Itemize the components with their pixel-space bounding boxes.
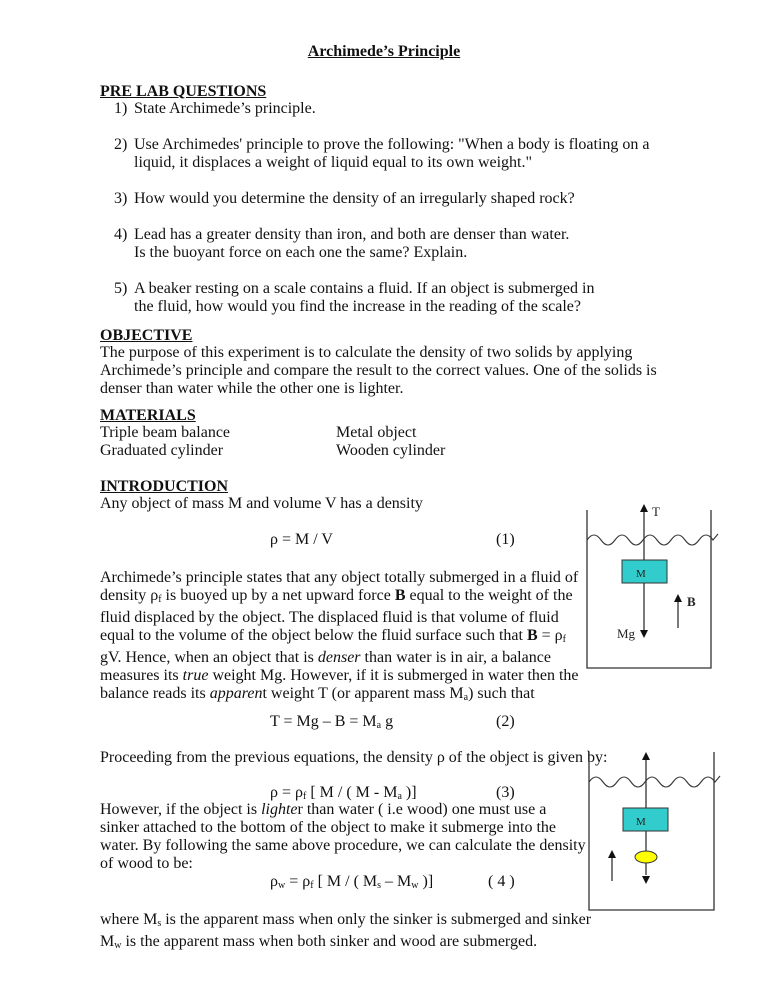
equation-3-number: (3) bbox=[496, 784, 515, 801]
svg-text:T: T bbox=[652, 504, 660, 519]
question-number: 4) bbox=[114, 226, 128, 243]
svg-text:Mg: Mg bbox=[617, 626, 636, 641]
equation-4-number: ( 4 ) bbox=[488, 873, 515, 890]
weight-arrow-icon bbox=[640, 630, 648, 638]
objective-heading: OBJECTIVE bbox=[100, 327, 193, 344]
buoyant-force-arrow-icon bbox=[674, 594, 682, 602]
materials-col2 bbox=[336, 424, 445, 460]
question-1 bbox=[114, 100, 674, 118]
intro-paragraph-5: where $M_s$ is the apparent mass when only the sinker is submerged and sinker $M_w$ is the apparent mass when both sinker and wood are submerged. bbox=[100, 911, 592, 951]
question-number: 2) bbox=[114, 136, 128, 153]
equation-1: ρ = M / V bbox=[270, 531, 333, 548]
question-number: 5) bbox=[114, 280, 128, 297]
diagram-light-object-with-sinker bbox=[580, 730, 750, 960]
sinker-icon bbox=[635, 851, 657, 863]
intro-line3: Proceeding from the previous equations, the density ρ of the object is given by: bbox=[100, 749, 608, 766]
buoyant-force-arrow-icon bbox=[608, 850, 616, 858]
material-item: Graduated cylinder bbox=[100, 442, 224, 459]
intro-line1: Any object of mass M and volume V has a density bbox=[100, 495, 423, 512]
question-text: Lead has a greater density than iron, and both are denser than water. Is the buoyant force on each one the same? Explain. bbox=[134, 226, 570, 261]
question-number: 3) bbox=[114, 190, 128, 207]
svg-text:M: M bbox=[636, 568, 646, 580]
page-title: Archimede’s Principle bbox=[307, 43, 461, 60]
question-3 bbox=[114, 190, 674, 208]
weight-arrow-icon bbox=[642, 876, 650, 884]
introduction-heading: INTRODUCTION bbox=[100, 478, 229, 495]
question-text: How would you determine the density of an irregularly shaped rock? bbox=[134, 190, 575, 207]
diagram-dense-object bbox=[580, 460, 750, 690]
question-2 bbox=[114, 136, 674, 172]
prelab-heading: PRE LAB QUESTIONS bbox=[100, 83, 267, 100]
tension-arrow-icon bbox=[642, 752, 650, 760]
tension-arrow-icon bbox=[640, 504, 648, 512]
question-5 bbox=[114, 280, 604, 316]
water-surface-icon bbox=[587, 534, 718, 545]
equation-1-number: (1) bbox=[496, 531, 515, 548]
beaker-icon bbox=[587, 510, 711, 668]
objective-text: The purpose of this experiment is to calculate the density of two solids by applying Archimede’s principle and compare the result to the correct values. One of the solids is denser than water while the other one is lighter. bbox=[100, 344, 657, 397]
question-text: State Archimede’s principle. bbox=[134, 100, 316, 117]
equation-2: $T = Mg - B = M_a$ g bbox=[270, 713, 394, 731]
question-text: Use Archimedes' principle to prove the following: "When a body is floating on a liquid, it displaces a weight of liquid equal to its own weight." bbox=[134, 136, 650, 171]
material-item: Triple beam balance bbox=[100, 424, 231, 441]
materials-heading: MATERIALS bbox=[100, 407, 196, 424]
question-text: A beaker resting on a scale contains a fluid. If an object is submerged in the fluid, how would you find the increase in the reading of the scale? bbox=[134, 280, 595, 315]
question-number: 1) bbox=[114, 100, 128, 117]
material-item: Wooden cylinder bbox=[336, 442, 446, 459]
intro-paragraph-4: However, if the object is lighter than water ( i.e wood) one must use a sinker attached to the bottom of the object to make it submerge into the water. By following the same above procedure, we can calculate the density of wood to be: bbox=[100, 801, 586, 872]
intro-paragraph-2: Archimede’s principle states that any object totally submerged in a fluid of density $\rho_f$ is buoyed up by a net upward force B equal to the weight of the fluid displaced by the object. The displaced fluid is that volume of fluid equal to the volume of the object below the fluid surface such that $B = \rho_f$ gV. Hence, when an object that is denser than water is in air, a balance measures its true weight Mg. However, if it is submerged in water then the balance reads its apparent weight T (or apparent mass $M_a$) such that bbox=[100, 569, 579, 703]
equation-2-number: (2) bbox=[496, 713, 515, 730]
water-surface-icon bbox=[589, 776, 720, 787]
equation-3: $\rho = \rho_f$ [ M / ( M - $M_a$ )] bbox=[270, 784, 417, 802]
svg-text:M: M bbox=[636, 816, 646, 828]
materials-col1 bbox=[100, 424, 230, 460]
question-4 bbox=[114, 226, 574, 262]
svg-text:B: B bbox=[687, 594, 696, 609]
equation-4: $\rho_w = \rho_f$ [ M / ( $M_s - M_w$ )] bbox=[270, 873, 434, 891]
material-item: Metal object bbox=[336, 424, 417, 441]
